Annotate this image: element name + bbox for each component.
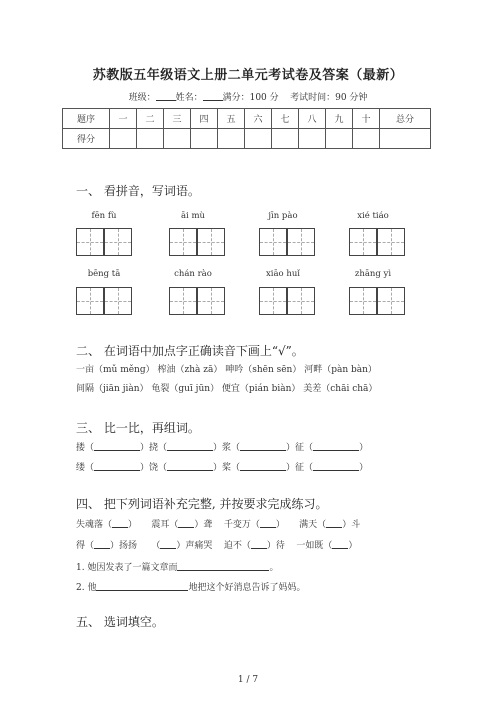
idiom-text: 一如既（	[296, 541, 333, 551]
section-4-heading: 四、 把下列词语补充完整, 并按要求完成练习。	[76, 497, 328, 511]
writing-box[interactable]	[104, 228, 132, 256]
idiom-text: （	[151, 541, 161, 551]
idiom-text: 失魂落（	[76, 520, 113, 530]
pinyin: zhāng yì	[354, 269, 392, 279]
score-cell[interactable]	[353, 129, 380, 149]
writing-box[interactable]	[169, 287, 197, 315]
answer-blank[interactable]	[251, 539, 267, 549]
answer-blank[interactable]	[94, 441, 140, 451]
score-row-label: 得分	[63, 129, 110, 149]
idiom-text: 迫不（	[223, 541, 251, 551]
idiom-row	[76, 538, 357, 551]
answer-blank[interactable]	[332, 539, 348, 549]
score-table-header-row	[63, 109, 431, 129]
pinyin: jīn pào	[268, 211, 298, 221]
score-cell[interactable]	[245, 129, 272, 149]
answer-blank[interactable]	[326, 518, 342, 528]
compare-row	[76, 460, 368, 473]
writing-box[interactable]	[349, 287, 377, 315]
score-header-cell: 五	[218, 109, 245, 129]
idiom-text: ）斗	[342, 520, 361, 530]
answer-blank[interactable]	[313, 461, 359, 471]
score-cell[interactable]	[110, 129, 137, 149]
score-header-cell: 九	[326, 109, 353, 129]
score-cell[interactable]	[299, 129, 326, 149]
compare-text: ）挠（	[140, 443, 168, 453]
writing-box[interactable]	[377, 228, 405, 256]
score-table-row	[63, 129, 431, 149]
writing-box[interactable]	[259, 287, 287, 315]
score-cell[interactable]	[137, 129, 164, 149]
answer-blank[interactable]	[313, 441, 359, 451]
answer-blank[interactable]	[94, 461, 140, 471]
score-header-cell: 八	[299, 109, 326, 129]
answer-blank[interactable]	[167, 461, 213, 471]
idiom-text: 千变万（	[223, 520, 260, 530]
answer-blank[interactable]	[260, 518, 276, 528]
compare-text: 缕（	[76, 463, 95, 473]
score-header-cell: 题序	[63, 109, 110, 129]
question-1	[76, 560, 278, 573]
idiom-text: 震耳（	[151, 520, 179, 530]
idiom-text: ）扬扬	[110, 541, 138, 551]
answer-blank[interactable]	[240, 461, 286, 471]
class-label: 班级：	[128, 93, 156, 103]
section-5-heading: 五、 选词填空。	[76, 615, 164, 629]
name-label: 姓名：	[175, 93, 203, 103]
exam-info	[0, 90, 496, 103]
writing-box[interactable]	[197, 287, 225, 315]
compare-text: ）	[359, 463, 369, 473]
score-cell[interactable]	[272, 129, 299, 149]
idiom-text: ）待	[266, 541, 285, 551]
score-cell[interactable]	[380, 129, 431, 149]
score-header-cell: 总分	[380, 109, 431, 129]
answer-blank[interactable]	[160, 539, 176, 549]
pronunciation-line: 一亩（mǔ měng） 榨油（zhà zā） 呻吟（shēn sēn） 河畔（pàn bàn）	[76, 365, 377, 375]
pronunciation-line: 间隔（jiān jiàn） 龟裂（guī jūn） 便宜（pián biàn） 美差（chāi chā）	[76, 384, 378, 394]
writing-box[interactable]	[76, 287, 104, 315]
answer-blank[interactable]	[96, 581, 188, 591]
answer-blank[interactable]	[240, 441, 286, 451]
writing-box[interactable]	[377, 287, 405, 315]
compare-text: ）	[359, 443, 369, 453]
score-cell[interactable]	[218, 129, 245, 149]
idiom-text: ）	[275, 520, 285, 530]
compare-text: ）浆（	[213, 443, 241, 453]
score-header-cell: 六	[245, 109, 272, 129]
score-header-cell: 三	[164, 109, 191, 129]
answer-blank[interactable]	[177, 561, 269, 571]
compare-text: 搂（	[76, 443, 95, 453]
idiom-text: 满天（	[299, 520, 327, 530]
pinyin: bēng tā	[87, 269, 121, 279]
pinyin: fēn fù	[91, 211, 117, 221]
section-3-heading: 三、 比一比，再组词。	[76, 421, 200, 435]
compare-text: ）饶（	[140, 463, 168, 473]
answer-blank[interactable]	[112, 518, 128, 528]
writing-box[interactable]	[287, 228, 315, 256]
score-header-cell: 二	[137, 109, 164, 129]
question-text: 地把这个好消息告诉了妈妈。	[188, 583, 306, 593]
page-title: 苏教版五年级语文上册二单元考试卷及答案（最新）	[92, 68, 404, 83]
answer-blank[interactable]	[167, 441, 213, 451]
writing-box[interactable]	[76, 228, 104, 256]
score-header-cell: 一	[110, 109, 137, 129]
score-table	[62, 108, 431, 149]
question-2	[76, 580, 305, 593]
idiom-text: ）声痛哭	[176, 541, 213, 551]
score-cell[interactable]	[164, 129, 191, 149]
compare-text: ）征（	[286, 443, 314, 453]
pinyin: xiāo huǐ	[265, 269, 301, 279]
writing-box[interactable]	[197, 228, 225, 256]
pinyin: āi mù	[180, 211, 206, 221]
answer-blank[interactable]	[178, 518, 194, 528]
writing-box[interactable]	[349, 228, 377, 256]
writing-box[interactable]	[169, 228, 197, 256]
compare-text: ）征（	[286, 463, 314, 473]
score-cell[interactable]	[326, 129, 353, 149]
idiom-text: ）聋	[194, 520, 213, 530]
compare-row	[76, 440, 368, 453]
writing-box[interactable]	[104, 287, 132, 315]
name-blank[interactable]	[203, 91, 223, 101]
idiom-row	[76, 517, 360, 530]
full-score: 满分：100 分	[222, 93, 279, 103]
class-blank[interactable]	[156, 91, 176, 101]
section-2-heading: 二、 在词语中加点字正确读音下画上“√”。	[76, 344, 304, 358]
score-header-cell: 四	[191, 109, 218, 129]
score-cell[interactable]	[191, 129, 218, 149]
pinyin: xié tiáo	[357, 211, 389, 221]
writing-box[interactable]	[259, 228, 287, 256]
idiom-text: ）	[128, 520, 138, 530]
exam-time: 考试时间：90 分钟	[290, 93, 368, 103]
compare-text: ）桨（	[213, 463, 241, 473]
score-header-cell: 七	[272, 109, 299, 129]
score-header-cell: 十	[353, 109, 380, 129]
answer-blank[interactable]	[94, 539, 110, 549]
writing-box[interactable]	[287, 287, 315, 315]
question-text: 2. 他	[76, 583, 97, 593]
question-text: 1. 她因发表了一篇文章而	[76, 563, 178, 573]
page-number: 1 / 7	[237, 675, 259, 685]
pinyin: chán rào	[174, 269, 212, 279]
idiom-text: 得（	[76, 541, 95, 551]
question-text: 。	[269, 563, 279, 573]
idiom-text: ）	[348, 541, 358, 551]
section-1-heading: 一、 看拼音，写词语。	[76, 184, 200, 198]
